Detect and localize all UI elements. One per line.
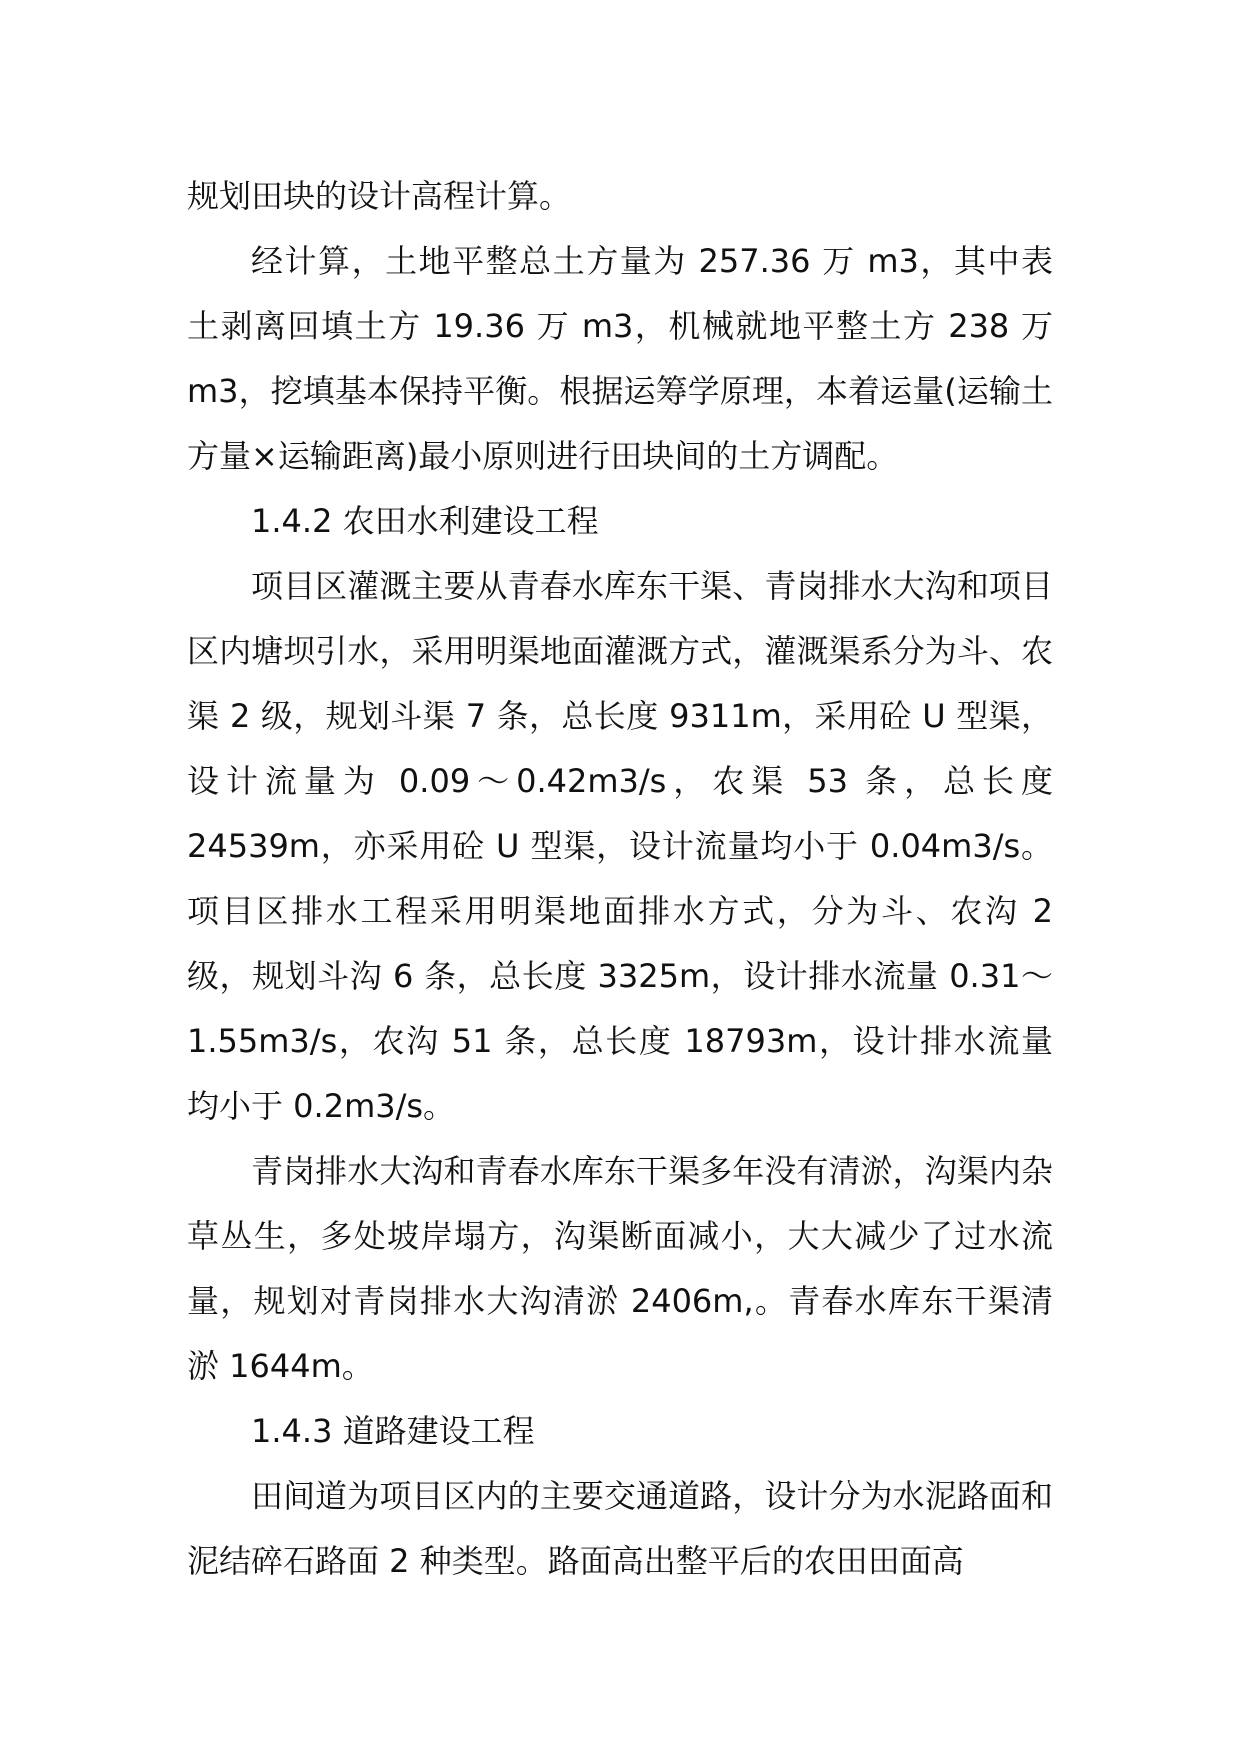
section-heading-roads: 1.4.3 道路建设工程 xyxy=(251,1412,535,1450)
paragraph-earthwork: 经计算，土地平整总土方量为 257.36 万 m3，其中表土剥离回填土方 19.36 万 m3，机械就地平整土方 238 万 m3，挖填基本保持平衡。根据运筹学原理，本着运量(运输土方量×运输距离)最小原则进行田块间的土方调配。 xyxy=(187,242,1053,475)
document-body xyxy=(187,164,1053,1594)
section-heading-irrigation: 1.4.2 农田水利建设工程 xyxy=(251,502,599,540)
paragraph-dredging: 青岗排水大沟和青春水库东干渠多年没有清淤，沟渠内杂草丛生，多处坡岸塌方，沟渠断面减小，大大减少了过水流量，规划对青岗排水大沟清淤 2406m,。青春水库东干渠清淤 1644m。 xyxy=(187,1152,1053,1385)
paragraph-irrigation-drainage: 项目区灌溉主要从青春水库东干渠、青岗排水大沟和项目区内塘坝引水，采用明渠地面灌溉方式，灌溉渠系分为斗、农渠 2 级，规划斗渠 7 条，总长度 9311m，采用砼 U 型渠，设计流量为 0.09～0.42m3/s，农渠 53 条，总长度 24539m，亦采用砼 U 型渠，设计流量均小于 0.04m3/s。项目区排水工程采用明渠地面排水方式，分为斗、农沟 2 级，规划斗沟 6 条，总长度 3325m，设计排水流量 0.31～1.55m3/s，农沟 51 条，总长度 18793m，设计排水流量均小于 0.2m3/s。 xyxy=(187,567,1053,1125)
paragraph-roads: 田间道为项目区内的主要交通道路，设计分为水泥路面和泥结碎石路面 2 种类型。路面高出整平后的农田田面高 xyxy=(187,1477,1053,1580)
paragraph-elevation-calc: 规划田块的设计高程计算。 xyxy=(187,177,572,215)
